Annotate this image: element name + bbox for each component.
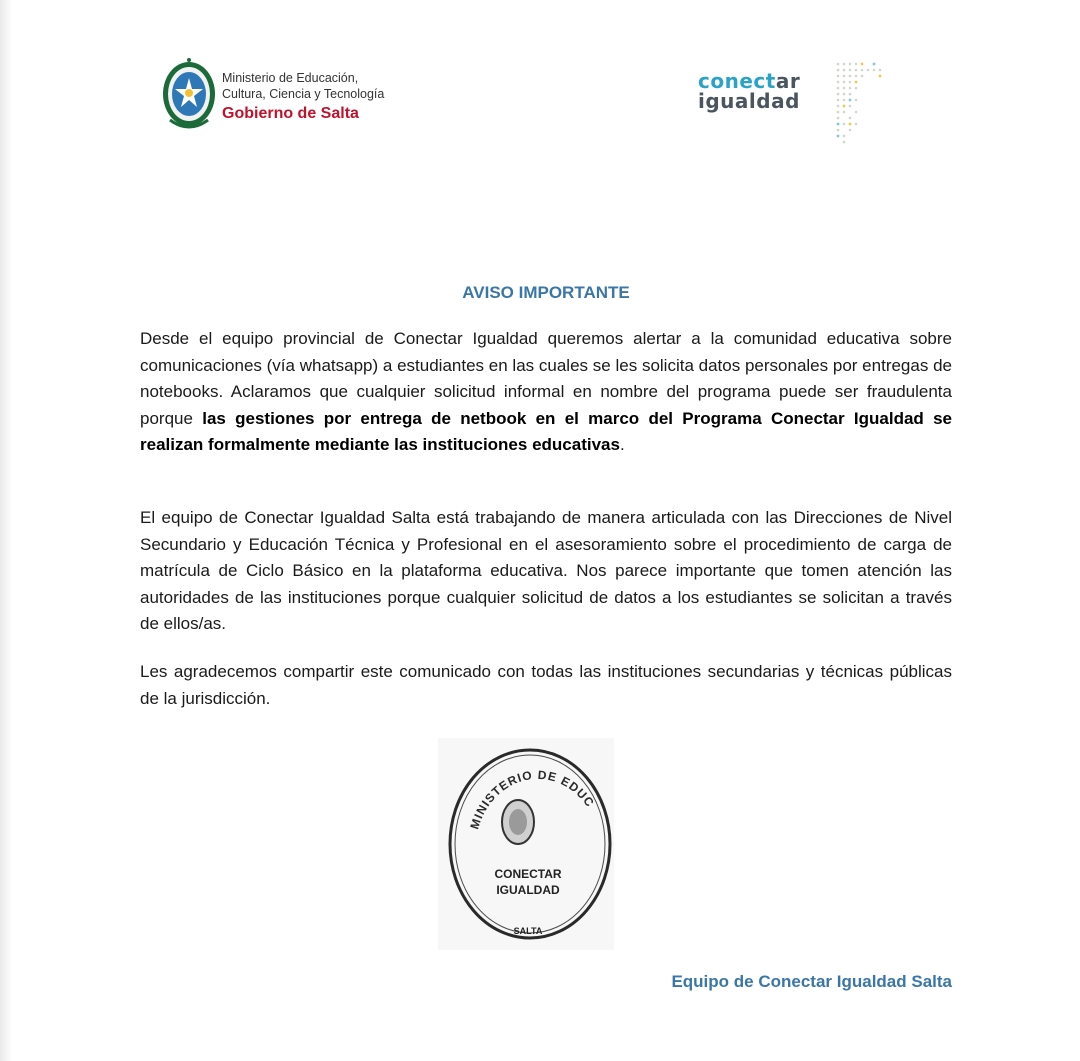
page-edge-shadow [0, 0, 12, 1061]
stamp-arc-text: MINISTERIO DE EDUC [467, 767, 598, 831]
salta-seal-icon [160, 56, 218, 136]
government-name: Gobierno de Salta [222, 105, 359, 122]
ministry-name-line2: Cultura, Ciencia y Tecnología [222, 87, 385, 101]
paragraph-alert-text: Desde el equipo provincial de Conectar Igualdad queremos alertar a la comunidad educativa sobre comunicaciones (vía whatsapp) a estudiantes en las cuales se les solicita datos personales por entregas de notebooks. Aclaramos que cualquier solicitud informal en nombre del programa puede ser fraudulenta porque [140, 329, 952, 428]
paragraph-alert-emphasis: las gestiones por entrega de netbook en el marco del Programa Conectar Igualdad se realizan formalmente mediante las instituciones educativas [140, 408, 952, 455]
paragraph-team-work: El equipo de Conectar Igualdad Salta está trabajando de manera articulada con las Direcciones de Nivel Secundario y Educación Técnica y Profesional en el asesoramiento sobre el procedimiento de carga de matrícula de Ciclo Básico en la plataforma educativa. Nos parece importante que tomen atención las autoridades de las instituciones porque cualquier solicitud de datos a los estudiantes se solicitan a través de ellos/as. [140, 508, 952, 634]
stamp-line1: CONECTAR [494, 867, 562, 881]
paragraph-thanks: Les agradecemos compartir este comunicado con todas las instituciones secundarias y técnicas públicas de la jurisdicción. [140, 662, 952, 708]
stamp-bottom: SALTA [513, 926, 543, 936]
signature: Equipo de Conectar Igualdad Salta [671, 972, 952, 991]
official-stamp [438, 738, 614, 950]
conectar-igualdad-logo [698, 62, 898, 152]
stamp-seal-icon [438, 738, 614, 950]
government-logo [160, 56, 420, 138]
ministry-name-line1: Ministerio de Educación, [222, 71, 359, 85]
paragraph-alert-end: . [619, 435, 625, 455]
stamp-line2: IGUALDAD [496, 883, 560, 897]
logo-word-conectar: conectar [698, 69, 801, 93]
dot-grid-icon [834, 62, 890, 150]
paragraph-alert [140, 326, 952, 459]
notice-title: AVISO IMPORTANTE [462, 283, 630, 302]
logo-word-igualdad: igualdad [698, 89, 800, 113]
